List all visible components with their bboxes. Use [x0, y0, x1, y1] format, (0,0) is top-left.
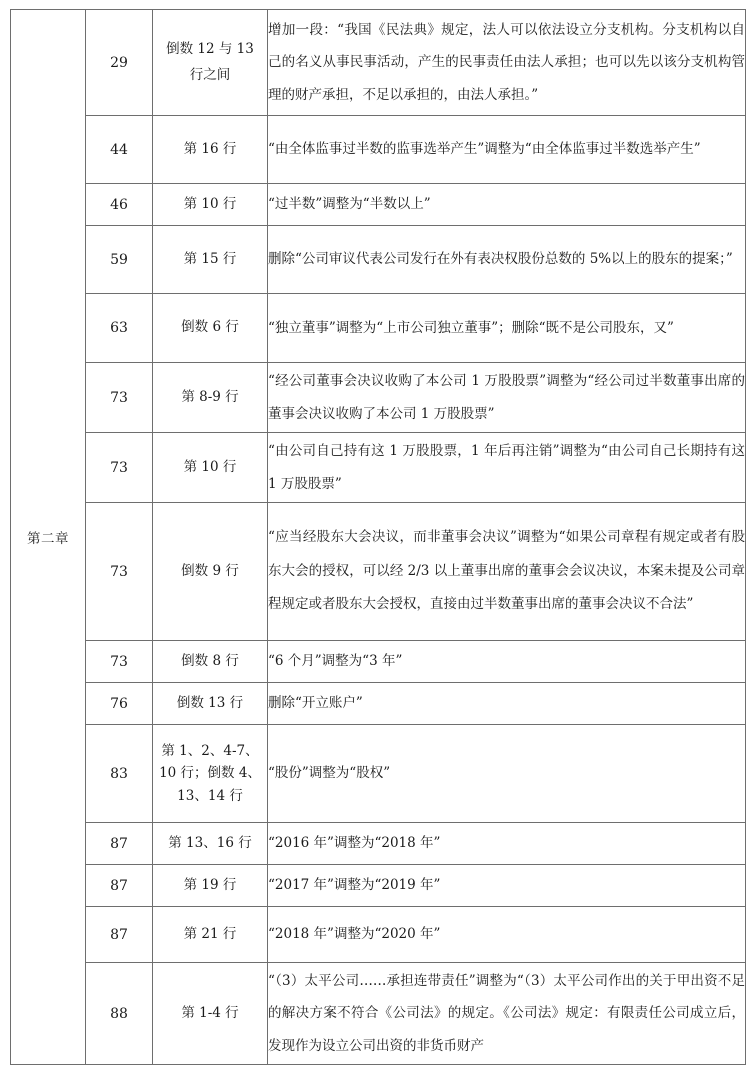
- table-row: [11, 683, 746, 725]
- line-reference-cell: [153, 725, 268, 823]
- line-reference-part: 13、14 行: [177, 787, 243, 804]
- table-row: [11, 184, 746, 226]
- chapter-cell: 第二章: [11, 10, 86, 1065]
- page-number-cell: 59: [86, 226, 153, 294]
- line-reference-cell: 第 13、16 行: [153, 823, 268, 865]
- table-row: [11, 10, 746, 116]
- revision-content-cell: 增加一段：“我国《民法典》规定，法人可以依法设立分支机构。分支机构以自己的名义从事民事活动，产生的民事责任由法人承担；也可以先以该分支机构管理的财产承担，不足以承担的，由法人承担。”: [268, 10, 746, 116]
- page-number-cell: 73: [86, 363, 153, 433]
- line-reference-cell: 第 15 行: [153, 226, 268, 294]
- revision-content-cell: 删除“公司审议代表公司发行在外有表决权股份总数的 5%以上的股东的提案；”: [268, 226, 746, 294]
- errata-table: [10, 9, 746, 1065]
- page-number-cell: 63: [86, 294, 153, 363]
- revision-content-cell: 删除“开立账户”: [268, 683, 746, 725]
- line-reference-cell: 第 1-4 行: [153, 963, 268, 1065]
- page-number-cell: 73: [86, 433, 153, 503]
- table-row: [11, 641, 746, 683]
- line-reference-part: 10 行；倒数 4、: [159, 765, 261, 782]
- page-number-cell: 29: [86, 10, 153, 116]
- table-row: [11, 865, 746, 907]
- line-reference-part: 倒数 12 与 13: [166, 40, 254, 57]
- page-number-cell: 46: [86, 184, 153, 226]
- table-row: [11, 963, 746, 1065]
- page-number-cell: 87: [86, 865, 153, 907]
- page-number-cell: 73: [86, 641, 153, 683]
- revision-content-cell: “2016 年”调整为“2018 年”: [268, 823, 746, 865]
- table-row: [11, 116, 746, 184]
- table-row: [11, 363, 746, 433]
- page-number-cell: 76: [86, 683, 153, 725]
- revision-content-cell: “独立董事”调整为“上市公司独立董事”；删除“既不是公司股东，又”: [268, 294, 746, 363]
- table-row: [11, 433, 746, 503]
- page-number-cell: 44: [86, 116, 153, 184]
- line-reference-cell: 倒数 9 行: [153, 503, 268, 641]
- table-row: [11, 294, 746, 363]
- table-row: [11, 226, 746, 294]
- page-number-cell: 83: [86, 725, 153, 823]
- page-number-cell: 87: [86, 823, 153, 865]
- revision-content-cell: “由全体监事过半数的监事选举产生”调整为“由全体监事过半数选举产生”: [268, 116, 746, 184]
- page-number-cell: 73: [86, 503, 153, 641]
- table-row: [11, 725, 746, 823]
- line-reference-cell: 第 10 行: [153, 433, 268, 503]
- table-row: [11, 503, 746, 641]
- table-row: [11, 823, 746, 865]
- revision-content-cell: “2017 年”调整为“2019 年”: [268, 865, 746, 907]
- revision-content-cell: “由公司自己持有这 1 万股股票，1 年后再注销”调整为“由公司自己长期持有这 1 万股股票”: [268, 433, 746, 503]
- table-row: [11, 907, 746, 963]
- line-reference-cell: 第 8-9 行: [153, 363, 268, 433]
- page-number-cell: 88: [86, 963, 153, 1065]
- line-reference-cell: 第 10 行: [153, 184, 268, 226]
- page-number-cell: 87: [86, 907, 153, 963]
- revision-content-cell: “过半数”调整为“半数以上”: [268, 184, 746, 226]
- line-reference-cell: [153, 10, 268, 116]
- line-reference-cell: 第 16 行: [153, 116, 268, 184]
- revision-content-cell: “股份”调整为“股权”: [268, 725, 746, 823]
- revision-content-cell: “6 个月”调整为“3 年”: [268, 641, 746, 683]
- revision-content-cell: “2018 年”调整为“2020 年”: [268, 907, 746, 963]
- line-reference-cell: 第 19 行: [153, 865, 268, 907]
- line-reference-cell: 倒数 13 行: [153, 683, 268, 725]
- revision-content-cell: “应当经股东大会决议，而非董事会决议”调整为“如果公司章程有规定或者有股东大会的授权，可以经 2/3 以上董事出席的董事会会议决议，本案未提及公司章程规定或者股东大会授权，直接由过半数董事出席的董事会决议不合法”: [268, 503, 746, 641]
- line-reference-cell: 第 21 行: [153, 907, 268, 963]
- line-reference-part: 行之间: [189, 66, 231, 83]
- line-reference-part: 第 1、2、4-7、: [161, 743, 259, 760]
- revision-content-cell: “（3）太平公司……承担连带责任”调整为“（3）太平公司作出的关于甲出资不足的解决方案不符合《公司法》的规定。《公司法》规定：有限责任公司成立后，发现作为设立公司出资的非货币财产: [268, 963, 746, 1065]
- line-reference-cell: 倒数 6 行: [153, 294, 268, 363]
- revision-content-cell: “经公司董事会决议收购了本公司 1 万股股票”调整为“经公司过半数董事出席的董事会决议收购了本公司 1 万股股票”: [268, 363, 746, 433]
- line-reference-cell: 倒数 8 行: [153, 641, 268, 683]
